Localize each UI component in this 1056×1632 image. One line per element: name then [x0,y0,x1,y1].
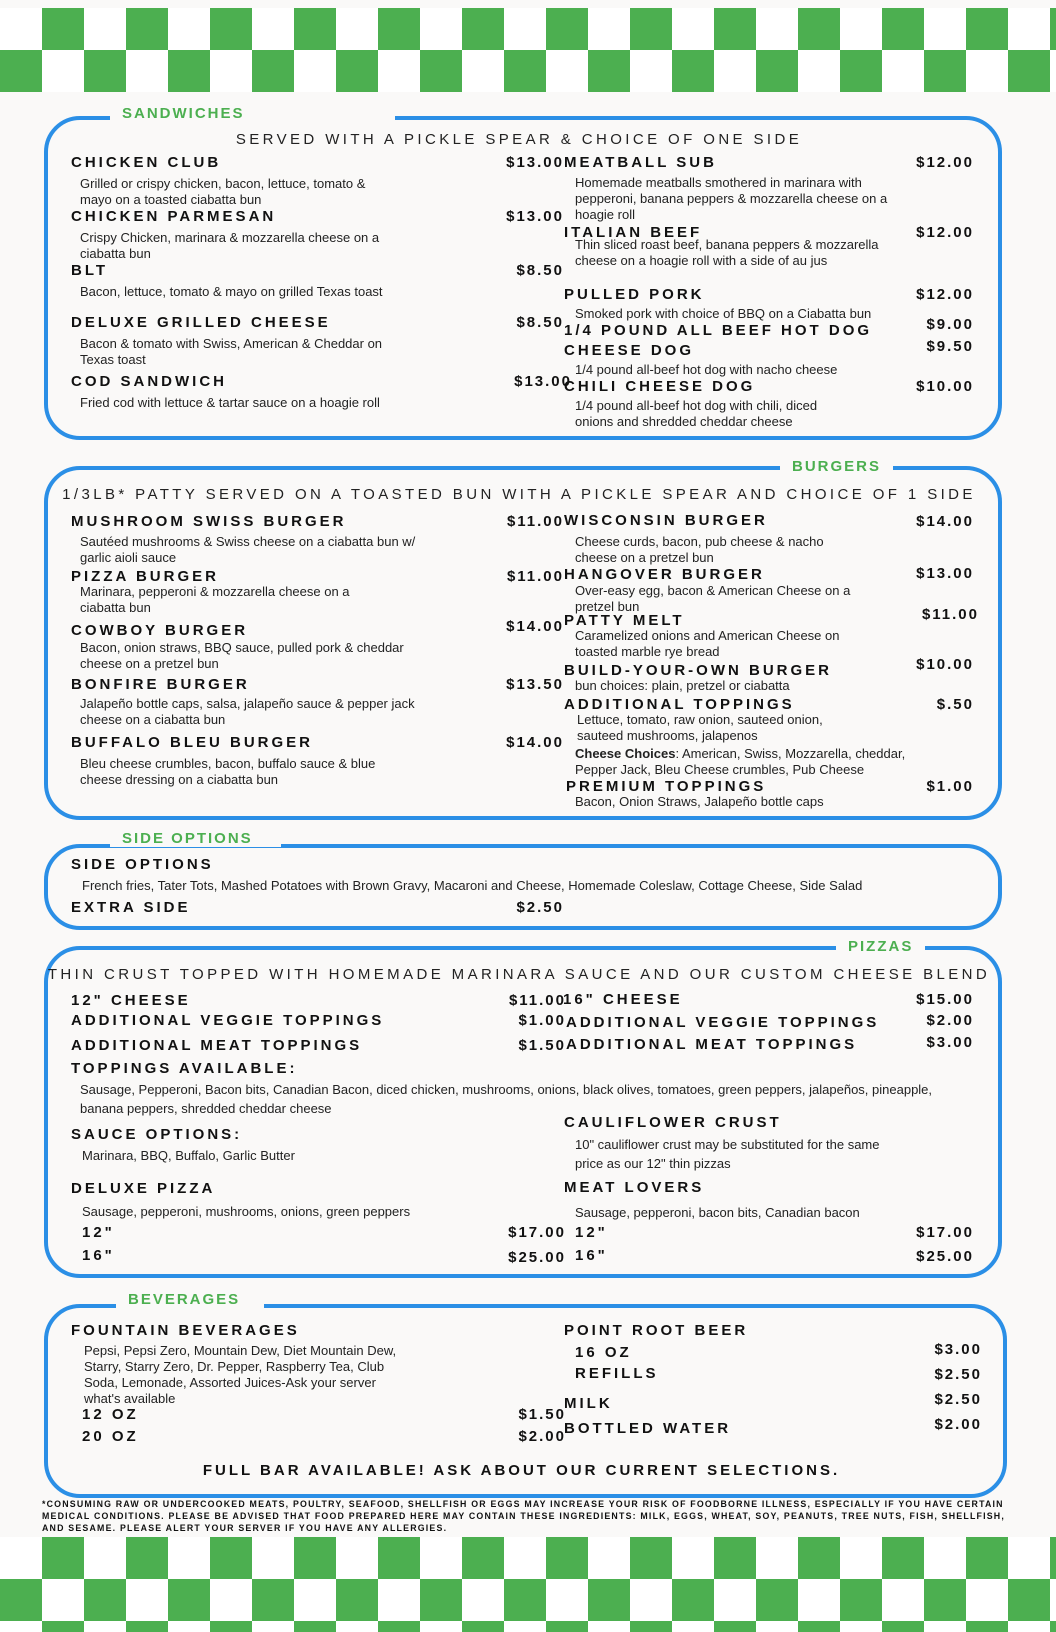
premium-toppings-price: $1.00 [926,778,974,795]
sandwiches-body [44,116,994,432]
sauce-heading: SAUCE OPTIONS: [71,1126,243,1143]
chili-cheese-dog-price: $10.00 [916,378,974,395]
veggie-16-price: $2.00 [926,1012,974,1029]
cheese-choices [575,746,935,778]
mushroom-swiss-price: $11.00 [506,513,564,530]
bottled-water-price: $2.00 [934,1416,982,1433]
side-options-desc: French fries, Tater Tots, Mashed Potatoes with Brown Gravy, Macaroni and Cheese, Homemade Coleslaw, Cottage Cheese, Side Salad [82,878,863,893]
cauliflower-desc: 10" cauliflower crust may be substituted for the same price as our 12" thin pizzas [575,1137,880,1171]
refills-price: $2.50 [934,1366,982,1383]
beverages-body [44,1304,999,1490]
premium-toppings-desc: Bacon, Onion Straws, Jalapeño bottle caps [575,794,824,809]
pizzas-subtitle: THIN CRUST TOPPED WITH HOMEMADE MARINARA SAUCE AND OUR CUSTOM CHEESE BLEND [47,966,991,983]
wisconsin-burger-name: WISCONSIN BURGER [564,512,768,529]
sauce-desc: Marinara, BBQ, Buffalo, Garlic Butter [82,1148,295,1163]
checkered-header-border [0,0,1056,92]
meat-lovers-12-size: 12" [575,1224,608,1241]
patty-melt-price: $11.00 [921,606,979,623]
buffalo-bleu-desc: Bleu cheese crumbles, bacon, buffalo sauce & blue cheese dressing on a ciabatta bun [80,756,376,787]
blt-name: BLT [71,262,109,279]
bonfire-burger-desc: Jalapeño bottle caps, salsa, jalapeño sauce & pepper jack cheese on a ciabatta bun [80,696,415,727]
fountain-20oz: 20 OZ [82,1428,139,1445]
meat-12-name: ADDITIONAL MEAT TOPPINGS [71,1037,363,1054]
pizza-burger-name: PIZZA BURGER [71,568,219,585]
cheese-choices-text: : American, Swiss, Mozzarella, cheddar, Pepper Jack, Bleu Cheese crumbles, Pub Cheese [575,746,906,777]
extra-side-price: $2.50 [516,899,564,916]
root-beer-heading: POINT ROOT BEER [564,1322,749,1339]
deluxe-heading: DELUXE PIZZA [71,1180,216,1197]
cauliflower-heading: CAULIFLOWER CRUST [564,1114,782,1131]
veggie-12-price: $1.00 [518,1012,566,1029]
fountain-12oz-price: $1.50 [518,1406,566,1423]
italian-beef-desc: Thin sliced roast beef, banana peppers & mozzarella cheese on a hoagie roll with a side of au jus [575,237,879,268]
additional-toppings-price: $.50 [936,696,974,713]
hangover-burger-desc: Over-easy egg, bacon & American Cheese on a pretzel bun [575,583,851,614]
meat-lovers-12-price: $17.00 [916,1224,974,1241]
sandwiches-subtitle: SERVED WITH A PICKLE SPEAR & CHOICE OF ONE SIDE [235,131,803,148]
cheese-dog-desc: 1/4 pound all-beef hot dog with nacho cheese [575,362,838,377]
veggie-16-name: ADDITIONAL VEGGIE TOPPINGS [566,1014,880,1031]
cheese-dog-name: CHEESE DOG [564,342,695,359]
patty-melt-desc: Caramelized onions and American Cheese on toasted marble rye bread [575,628,840,659]
cheese-16-name: 16" CHEESE [563,991,683,1008]
bonfire-burger-price: $13.50 [506,676,564,693]
build-your-own-desc: bun choices: plain, pretzel or ciabatta [575,678,790,693]
chicken-parmesan-price: $13.00 [506,208,564,225]
meatball-sub-name: MEATBALL SUB [564,154,717,171]
root-beer-16oz-price: $3.00 [934,1341,982,1358]
additional-toppings-name: ADDITIONAL TOPPINGS [564,696,795,713]
deluxe-grilled-cheese-name: DELUXE GRILLED CHEESE [71,314,331,331]
cod-sandwich-price: $13.00 [514,373,572,390]
pizzas-body [44,946,994,1270]
cod-sandwich-desc: Fried cod with lettuce & tartar sauce on a hoagie roll [80,395,380,410]
sides-body [44,844,994,922]
deluxe-16-price: $25.00 [508,1249,566,1266]
hangover-burger-price: $13.00 [916,565,974,582]
deluxe-grilled-cheese-price: $8.50 [516,314,564,331]
italian-beef-price: $12.00 [916,224,974,241]
meatball-sub-price: $12.00 [916,154,974,171]
cowboy-burger-price: $14.00 [506,618,564,635]
cowboy-burger-desc: Bacon, onion straws, BBQ sauce, pulled pork & cheddar cheese on a pretzel bun [80,640,404,671]
chicken-club-name: CHICKEN CLUB [71,154,222,171]
blt-desc: Bacon, lettuce, tomato & mayo on grilled Texas toast [80,284,383,299]
burgers-subtitle: 1/3LB* PATTY SERVED ON A TOASTED BUN WITH A PICKLE SPEAR AND CHOICE OF 1 SIDE [62,486,976,503]
checkered-footer-border [0,1537,1056,1632]
pizza-burger-price: $11.00 [506,568,564,585]
meat-lovers-16-price: $25.00 [916,1248,974,1265]
beverages-title: BEVERAGES [116,1291,264,1308]
cheese-16-price: $15.00 [916,991,974,1008]
side-options-heading: SIDE OPTIONS [71,856,214,873]
mushroom-swiss-name: MUSHROOM SWISS BURGER [71,513,347,530]
cod-sandwich-name: COD SANDWICH [71,373,227,390]
meatball-sub-desc: Homemade meatballs smothered in marinara with pepperoni, banana peppers & mozzarella cheese on a hoagie roll [575,175,888,222]
hot-dog-name: 1/4 POUND ALL BEEF HOT DOG [564,322,873,339]
cheese-12-name: 12" CHEESE [71,992,191,1009]
chili-cheese-dog-desc: 1/4 pound all-beef hot dog with chili, diced onions and shredded cheddar cheese [575,398,818,429]
deluxe-12-price: $17.00 [508,1224,566,1241]
fountain-20oz-price: $2.00 [518,1428,566,1445]
pulled-pork-price: $12.00 [916,286,974,303]
patty-melt-name: PATTY MELT [564,612,685,629]
meat-16-name: ADDITIONAL MEAT TOPPINGS [566,1036,858,1053]
fountain-desc: Pepsi, Pepsi Zero, Mountain Dew, Diet Mountain Dew, Starry, Starry Zero, Dr. Pepper, Raspberry Tea, Club Soda, Lemonade, Assorted Juices-Ask your server what's available [84,1343,397,1406]
buffalo-bleu-name: BUFFALO BLEU BURGER [71,734,313,751]
pulled-pork-name: PULLED PORK [564,286,705,303]
fountain-12oz: 12 OZ [82,1406,139,1423]
deluxe-desc: Sausage, pepperoni, mushrooms, onions, green peppers [82,1204,411,1219]
veggie-12-name: ADDITIONAL VEGGIE TOPPINGS [71,1012,385,1029]
sandwiches-title: SANDWICHES [110,105,395,122]
meat-16-price: $3.00 [926,1034,974,1051]
wisconsin-burger-price: $14.00 [916,513,974,530]
toppings-heading: TOPPINGS AVAILABLE: [71,1060,298,1077]
deluxe-12-size: 12" [82,1224,115,1241]
sides-title: SIDE OPTIONS [110,830,281,847]
cowboy-burger-name: COWBOY BURGER [71,622,249,639]
cheese-12-price: $11.00 [508,992,566,1009]
root-beer-16oz: 16 OZ [575,1344,632,1361]
chicken-parmesan-desc: Crispy Chicken, marinara & mozzarella cheese on a ciabatta bun [80,230,380,261]
bonfire-burger-name: BONFIRE BURGER [71,676,250,693]
meat-lovers-heading: MEAT LOVERS [564,1179,705,1196]
cheese-dog-price: $9.50 [926,338,974,355]
cheese-choices-label: Cheese Choices [575,746,676,761]
pulled-pork-desc: Smoked pork with choice of BBQ on a Ciabatta bun [575,306,872,321]
build-your-own-price: $10.00 [916,656,974,673]
wisconsin-burger-desc: Cheese curds, bacon, pub cheese & nacho cheese on a pretzel bun [575,534,824,565]
allergy-disclaimer: *CONSUMING RAW OR UNDERCOOKED MEATS, POULTRY, SEAFOOD, SHELLFISH OR EGGS MAY INCREASE YOUR RISK OF FOODBORNE ILLNESS, ESPECIALLY IF YOU HAVE CERTAIN MEDICAL CONDITIONS. PLEASE BE ADVISED THAT FOOD PREPARED HERE MAY CONTAIN THESE INGREDIENTS: MILK, EGGS, WHEAT, SOY, PEANUTS, TREE NUTS, FISH, SHELLFISH, AND SESAME. PLEASE ALERT YOUR SERVER IF YOU HAVE ANY ALLERGIES. [42,1499,1006,1533]
blt-price: $8.50 [516,262,564,279]
pizzas-title: PIZZAS [836,938,925,955]
mushroom-swiss-desc: Sautéed mushrooms & Swiss cheese on a ciabatta bun w/ garlic aioli sauce [80,534,416,565]
hot-dog-price: $9.00 [926,316,974,333]
meat-12-price: $1.50 [518,1037,566,1054]
italian-beef-name: ITALIAN BEEF [564,224,703,241]
burgers-title: BURGERS [780,458,893,475]
milk: MILK [564,1395,613,1412]
extra-side-name: EXTRA SIDE [71,899,191,916]
header-margin [0,0,1056,8]
hangover-burger-name: HANGOVER BURGER [564,566,765,583]
refills: REFILLS [575,1365,659,1382]
milk-price: $2.50 [934,1391,982,1408]
deluxe-16-size: 16" [82,1247,115,1264]
chicken-club-desc: Grilled or crispy chicken, bacon, lettuce, tomato & mayo on a toasted ciabatta bun [80,176,366,207]
build-your-own-name: BUILD-YOUR-OWN BURGER [564,662,832,679]
bottled-water: BOTTLED WATER [564,1420,732,1437]
fountain-heading: FOUNTAIN BEVERAGES [71,1322,300,1339]
premium-toppings-name: PREMIUM TOPPINGS [566,778,767,795]
meat-lovers-16-size: 16" [575,1247,608,1264]
additional-toppings-desc: Lettuce, tomato, raw onion, sauteed onion, sauteed mushrooms, jalapenos [577,712,823,743]
buffalo-bleu-price: $14.00 [506,734,564,751]
meat-lovers-desc: Sausage, pepperoni, bacon bits, Canadian bacon [575,1205,860,1220]
chili-cheese-dog-name: CHILI CHEESE DOG [564,378,756,395]
pizza-burger-desc: Marinara, pepperoni & mozzarella cheese on a ciabatta bun [80,584,350,615]
burgers-body [44,466,994,812]
toppings-desc: Sausage, Pepperoni, Bacon bits, Canadian Bacon, diced chicken, mushrooms, onions, black olives, tomatoes, green peppers, jalapeños, pineapple, banana peppers, shredded cheddar cheese [80,1082,933,1116]
deluxe-grilled-cheese-desc: Bacon & tomato with Swiss, American & Cheddar on Texas toast [80,336,383,367]
chicken-parmesan-name: CHICKEN PARMESAN [71,208,277,225]
full-bar-note: FULL BAR AVAILABLE! ASK ABOUT OUR CURRENT SELECTIONS. [202,1462,841,1479]
chicken-club-price: $13.00 [506,154,564,171]
